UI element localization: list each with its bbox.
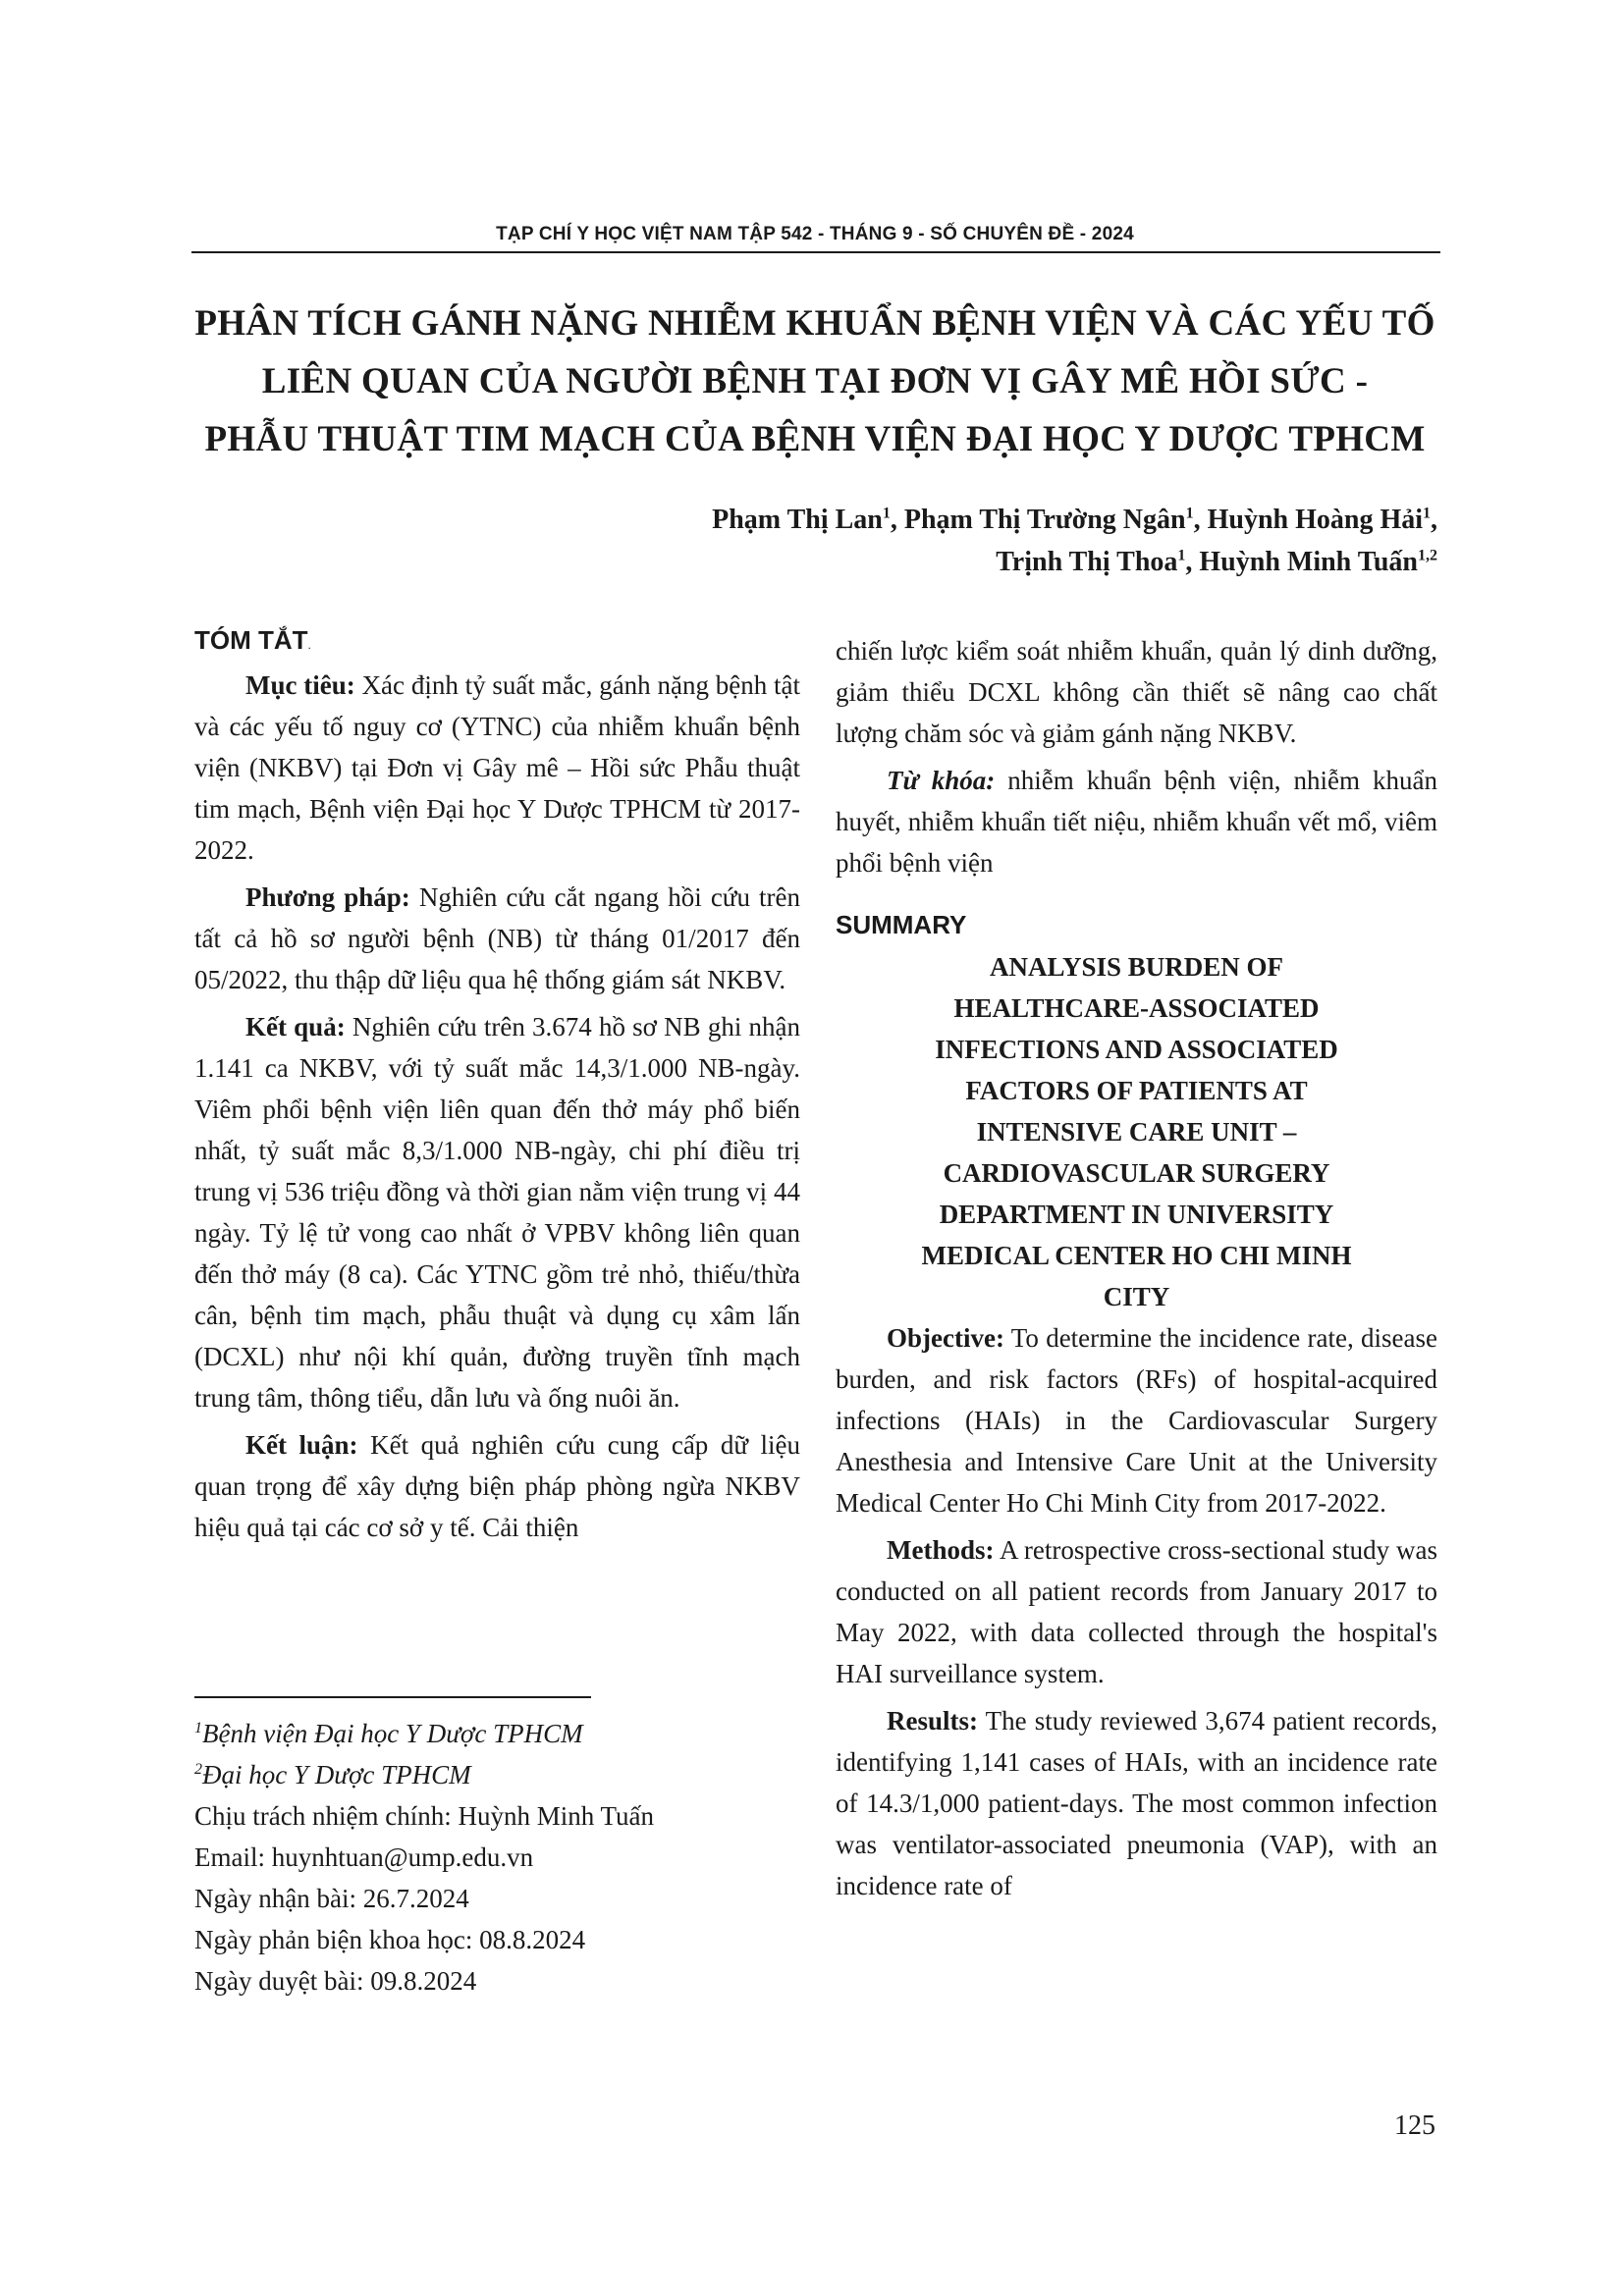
conclusion-continued: chiến lược kiểm soát nhiễm khuẩn, quản lý dinh dưỡng, giảm thiểu DCXL không cần thiết sẽ nâng cao chất lượng chăm sóc và giảm gánh nặng NKBV. [836,636,1437,748]
article-title [147,294,1483,468]
conclusion-label: Kết luận: [245,1430,358,1460]
right-column [836,630,1437,1906]
author-list [712,499,1437,583]
author-name: Trịnh Thị Thoa [996,547,1178,577]
objective-text: Xác định tỷ suất mắc, gánh nặng bệnh tật và các yếu tố nguy cơ (YTNC) của nhiễm khuẩn bệnh viện (NKBV) tại Đơn vị Gây mê – Hồi sức Phẫu thuật tim mạch, Bệnh viện Đại học Y Dược TPHCM từ 2017-2022. [194,670,801,865]
author-name: Phạm Thị Lan [712,505,883,535]
methods-text: A retrospective cross-sectional study was conducted on all patient records from January 2017 to May 2022, with data collected through the hospital's HAI surveillance system. [836,1535,1437,1688]
footnotes [194,1713,803,2002]
results-label: Kết quả: [245,1012,346,1041]
summary-objective [836,1317,1437,1523]
objective-text: To determine the incidence rate, disease burden, and risk factors (RFs) of hospital-acquired infections (HAIs) in the Cardiovascular Surgery Anesthesia and Intensive Care Unit at the University Medical Center Ho Chi Minh City from 2017-2022. [836,1323,1437,1518]
abstract-vi-heading-text: TÓM TẮT [194,625,308,655]
author-name: Huỳnh Minh Tuấn [1199,547,1418,577]
summary-methods [836,1529,1437,1694]
results-text: The study reviewed 3,674 patient records, identifying 1,141 cases of HAIs, with an incidence rate of 14.3/1,000 patient-days. The most common infection was ventilator-associated pneumonia (VAP), with an incidence rate of [836,1706,1438,1900]
author-name: Huỳnh Hoàng Hải [1207,505,1423,535]
summary-title [836,946,1437,1317]
abstract-vi-results [194,1006,800,1418]
summary-title-line: CITY [1103,1282,1170,1311]
methods-text: Nghiên cứu cắt ngang hồi cứu trên tất cả hồ sơ người bệnh (NB) từ tháng 01/2017 đến 05/2022, thu thập dữ liệu qua hệ thống giám sát NKBV. [194,882,800,994]
title-line: LIÊN QUAN CỦA NGƯỜI BỆNH TẠI ĐƠN VỊ GÂY MÊ HỒI SỨC - [261,361,1369,401]
abstract-vi-objective [194,665,800,871]
affiliation-text: Bệnh viện Đại học Y Dược TPHCM [202,1719,583,1748]
methods-label: Phương pháp: [245,882,410,912]
author-line: Trịnh Thị Thoa$^1$, Huỳnh Minh Tuấn$^{1,2}$ [996,547,1437,577]
abstract-vi-methods [194,877,800,1000]
page-number: 125 [1394,2110,1435,2141]
summary-title-line: INFECTIONS AND ASSOCIATED [935,1035,1338,1064]
abstract-vi-heading [194,620,800,665]
affiliation-2 [194,1754,803,1795]
summary-title-line: HEALTHCARE-ASSOCIATED [953,993,1320,1023]
heading-mark: . [307,638,311,652]
author-affiliation-mark: 1 [882,505,891,522]
summary-results [836,1700,1437,1906]
author-affiliation-mark: 1 [1423,505,1431,522]
objective-label: Objective: [887,1323,1004,1353]
affiliation-mark: 2 [194,1761,202,1778]
summary-title-line: FACTORS OF PATIENTS AT [965,1076,1308,1105]
title-line: PHÂN TÍCH GÁNH NẶNG NHIỄM KHUẨN BỆNH VIỆN VÀ CÁC YẾU TỐ [194,303,1435,344]
keywords-text: nhiễm khuẩn bệnh viện, nhiễm khuẩn huyết, nhiễm khuẩn tiết niệu, nhiễm khuẩn vết mổ, viêm phổi bệnh viện [836,766,1437,878]
header-rule [191,251,1440,253]
keywords-label: Từ khóa: [887,766,996,795]
methods-label: Methods: [887,1535,995,1565]
author-affiliation-mark: 1 [1185,505,1194,522]
review-date: Ngày phản biện khoa học: 08.8.2024 [194,1925,586,1954]
responsible-author: Chịu trách nhiệm chính: Huỳnh Minh Tuấn [194,1801,654,1831]
summary-title-line: MEDICAL CENTER HO CHI MINH [921,1241,1352,1270]
results-text: Nghiên cứu trên 3.674 hồ sơ NB ghi nhận 1.141 ca NKBV, với tỷ suất mắc 14,3/1.000 NB-ngày. Viêm phổi bệnh viện liên quan đến thở máy phổ biến nhất, tỷ suất mắc 8,3/1.000 NB-ngày, chi phí điều trị trung vị 536 triệu đồng và thời gian nằm viện trung vị 44 ngày. Tỷ lệ tử vong cao nhất ở VPBV không liên quan đến thở máy (8 ca). Các YTNC gồm trẻ nhỏ, thiếu/thừa cân, bệnh tim mạch, phẫu thuật và dụng cụ xâm lấn (DCXL) như nội khí quản, đường truyền tĩnh mạch trung tâm, thông tiểu, dẫn lưu và ống nuôi ăn. [194,1012,801,1413]
summary-heading: SUMMARY [836,910,967,939]
email: Email: huynhtuan@ump.edu.vn [194,1842,534,1872]
affiliation-1 [194,1713,803,1754]
conclusion-text: Kết quả nghiên cứu cung cấp dữ liệu quan trọng để xây dựng biện pháp phòng ngừa NKBV hiệu quả tại các cơ sở y tế. Cải thiện [194,1430,800,1542]
author-affiliation-mark: 1,2 [1418,547,1437,564]
abstract-vi-conclusion [194,1424,800,1548]
abstract-vi-keywords [836,760,1437,883]
summary-title-line: ANALYSIS BURDEN OF [989,952,1284,982]
footnote-rule [194,1696,591,1698]
received-date: Ngày nhận bài: 26.7.2024 [194,1884,469,1913]
summary-title-line: CARDIOVASCULAR SURGERY [943,1158,1330,1188]
affiliation-mark: 1 [194,1720,202,1736]
title-line: PHẪU THUẬT TIM MẠCH CỦA BỆNH VIỆN ĐẠI HỌC Y DƯỢC TPHCM [204,419,1426,459]
accepted-date: Ngày duyệt bài: 09.8.2024 [194,1966,477,1996]
author-name: Phạm Thị Trường Ngân [903,505,1186,535]
summary-title-line: DEPARTMENT IN UNIVERSITY [939,1200,1334,1229]
journal-header: TẠP CHÍ Y HỌC VIỆT NAM TẬP 542 - THÁNG 9 - SỐ CHUYÊN ĐỀ - 2024 [496,224,1134,244]
left-column [194,620,800,1548]
objective-label: Mục tiêu: [245,670,355,700]
author-line: Phạm Thị Lan$^1$, Phạm Thị Trường Ngân$^1$, Huỳnh Hoàng Hải$^1$, [712,505,1437,535]
author-affiliation-mark: 1 [1177,547,1186,564]
affiliation-text: Đại học Y Dược TPHCM [202,1760,471,1789]
results-label: Results: [887,1706,978,1735]
summary-title-line: INTENSIVE CARE UNIT – [976,1117,1297,1147]
